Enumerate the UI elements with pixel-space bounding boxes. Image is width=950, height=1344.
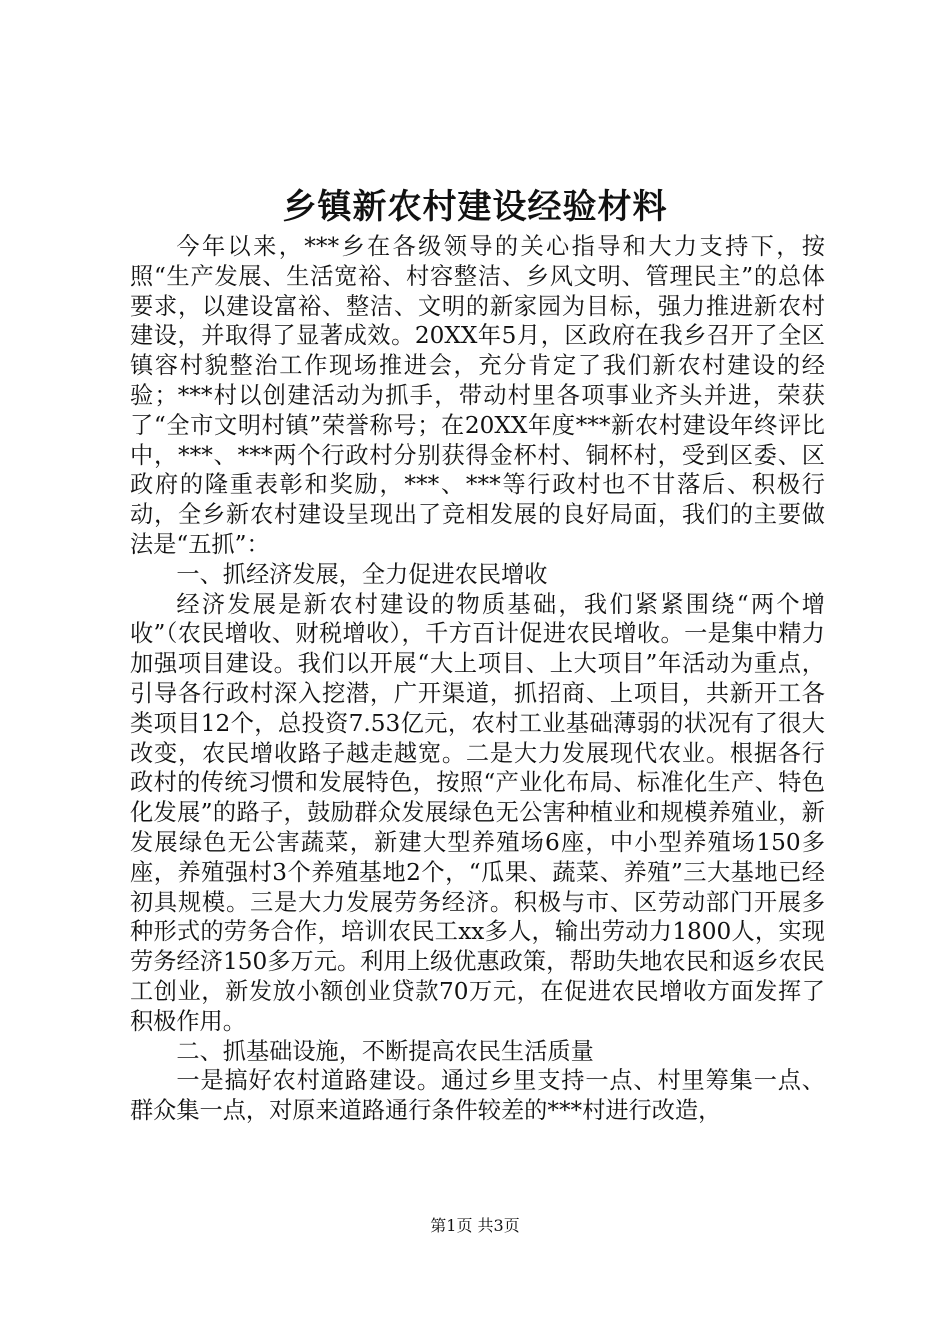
page-footer: 第1页 共3页 xyxy=(430,1216,520,1235)
document-body xyxy=(130,232,825,1126)
economy-paragraph: 经济发展是新农村建设的物质基础，我们紧紧围绕“两个增收”（农民增收、财税增收），千方百计促进农民增收。一是集中精力加强项目建设。我们以开展“大上项目、上大项目”年活动为重点，引导各行政村深入挖潜，广开渠道，抓招商、上项目，共新开工各类项目12个，总投资7.53亿元，农村工业基础薄弱的状况有了很大改变，农民增收路子越走越宽。二是大力发展现代农业。根据各行政村的传统习惯和发展特色，按照“产业化布局、标准化生产、特色化发展”的路子，鼓励群众发展绿色无公害种植业和规模养殖业，新发展绿色无公害蔬菜，新建大型养殖场6座，中小型养殖场150多座，养殖强村3个养殖基地2个，“瓜果、蔬菜、养殖”三大基地已经初具规模。三是大力发展劳务经济。积极与市、区劳动部门开展多种形式的劳务合作，培训农民工xx多人，输出劳动力1800人，实现劳务经济150多万元。利用上级优惠政策，帮助失地农民和返乡农民工创业，新发放小额创业贷款70万元，在促进农民增收方面发挥了积极作用。 xyxy=(130,590,825,1035)
section-heading-infrastructure: 二、抓基础设施，不断提高农民生活质量 xyxy=(176,1037,594,1065)
document-title: 乡镇新农村建设经验材料 xyxy=(282,187,668,227)
intro-paragraph: 今年以来，***乡在各级领导的关心指导和大力支持下，按照“生产发展、生活宽裕、村容整洁、乡风文明、管理民主”的总体要求，以建设富裕、整洁、文明的新家园为目标，强力推进新农村建设，并取得了显著成效。20XX年5月，区政府在我乡召开了全区镇容村貌整治工作现场推进会，充分肯定了我们新农村建设的经验；***村以创建活动为抓手，带动村里各项事业齐头并进，荣获了“全市文明村镇”荣誉称号；在20XX年度***新农村建设年终评比中，***、***两个行政村分别获得金杯村、铜杯村，受到区委、区政府的隆重表彰和奖励，***、***等行政村也不甘落后、积极行动，全乡新农村建设呈现出了竞相发展的良好局面，我们的主要做法是“五抓”： xyxy=(130,233,825,558)
section-heading-economy: 一、抓经济发展，全力促进农民增收 xyxy=(176,560,548,588)
infrastructure-paragraph: 一是搞好农村道路建设。通过乡里支持一点、村里筹集一点、群众集一点，对原来道路通行条件较差的***村进行改造， xyxy=(130,1067,825,1125)
